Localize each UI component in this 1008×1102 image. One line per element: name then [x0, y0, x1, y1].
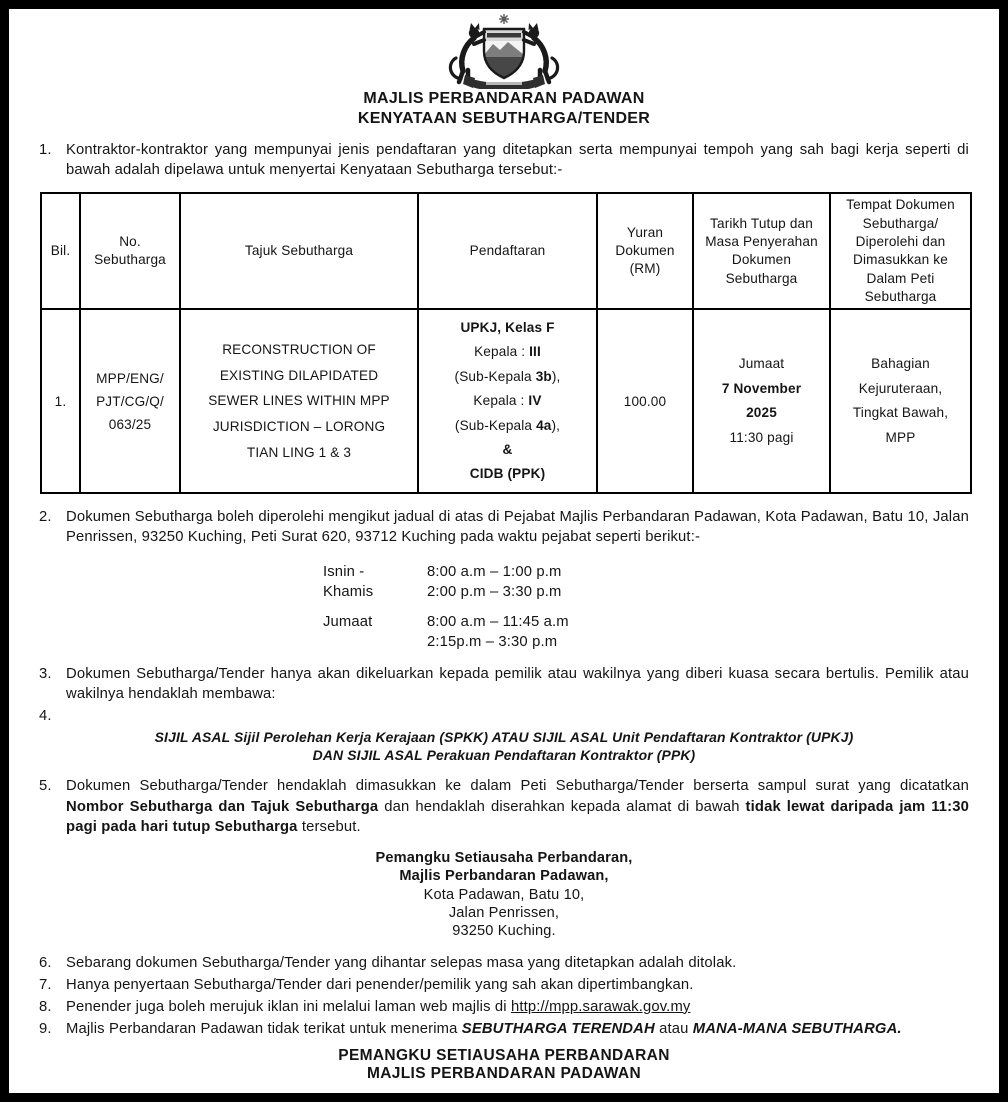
cell-no-sebutharga: MPP/ENG/ PJT/CG/Q/ 063/25 [80, 309, 180, 493]
clause-1-text: Kontraktor-kontraktor yang mempunyai jenis pendaftaran yang ditetapkan serta mempunyai tempoh yang sah bagi kerja seperti di bawah adalah dipelawa untuk menyertai Kenyataan Sebutharga tersebut:- [66, 142, 969, 179]
org-name: MAJLIS PERBANDARAN PADAWAN [363, 90, 645, 107]
clause-7-number: 7. [39, 976, 52, 993]
document-header [39, 13, 969, 128]
certificates-line-2: DAN SIJIL ASAL Perakuan Pendaftaran Kontraktor (PPK) [312, 747, 696, 764]
clause-8-text: Penender juga boleh merujuk iklan ini melalui laman web majlis di http://mpp.sarawak.gov.my [66, 998, 691, 1015]
signature-line-1: PEMANGKU SETIAUSAHA PERBANDARAN [338, 1047, 670, 1065]
clause-6-number: 6. [39, 954, 52, 971]
clause-7-text: Hanya penyertaan Sebutharga/Tender dari penender/pemilik yang sah akan dipertimbangkan. [66, 976, 694, 993]
council-website-link[interactable]: http://mpp.sarawak.gov.my [511, 998, 691, 1015]
schedule-row-friday: Jumaat 8:00 a.m – 11:45 a.m 2:15p.m – 3:30 p.m [323, 613, 569, 650]
clause-9-text: Majlis Perbandaran Padawan tidak terikat untuk menerima SEBUTHARGA TERENDAH atau MANA-MANA SEBUTHARGA. [66, 1020, 902, 1037]
clause-5-number: 5. [39, 778, 52, 795]
clause-2-text: Dokumen Sebutharga boleh diperolehi mengikut jadual di atas di Pejabat Majlis Perbandaran Padawan, Kota Padawan, Batu 10, Jalan Penrissen, 93250 Kuching, Peti Surat 620, 93712 Kuching pada waktu pejabat seperti berikut:- [66, 509, 969, 546]
address-line-3: Kota Padawan, Batu 10, [423, 886, 585, 903]
clause-8-number: 8. [39, 998, 52, 1015]
header-bil: Bil. [41, 193, 80, 309]
clause-3-number: 3. [39, 665, 52, 682]
clause-5 [39, 776, 969, 836]
clause-3 [39, 664, 969, 704]
cell-yuran: 100.00 [597, 309, 693, 493]
clause-7 [39, 975, 969, 995]
clause-5-text: Dokumen Sebutharga/Tender hendaklah dimasukkan ke dalam Peti Sebutharga/Tender berserta sampul surat yang dicatatkan Nombor Sebutharga dan Tajuk Sebutharga dan hendaklah diserahkan kepada alamat di bawah tidak lewat daripada jam 11:30 pagi pada hari tutup Sebutharga tersebut. [66, 778, 970, 835]
cell-tempat: Bahagian Kejuruteraan, Tingkat Bawah, MPP [830, 309, 971, 493]
table-row [41, 309, 971, 493]
header-pendaftaran: Pendaftaran [418, 193, 597, 309]
table-header-row [41, 193, 971, 309]
cat-supporter-left-icon [450, 23, 484, 82]
signature-block [39, 1047, 969, 1084]
cell-tajuk: RECONSTRUCTION OF EXISTING DILAPIDATED SEWER LINES WITHIN MPP JURISDICTION – LORONG TIAN LING 1 & 3 [180, 309, 418, 493]
clause-4 [39, 706, 969, 726]
clause-9-number: 9. [39, 1020, 52, 1037]
submission-address [39, 849, 969, 941]
address-line-2: Majlis Perbandaran Padawan, [399, 868, 609, 885]
header-tajuk: Tajuk Sebutharga [180, 193, 418, 309]
cat-supporter-right-icon [524, 23, 558, 82]
address-line-4: Jalan Penrissen, [448, 904, 560, 921]
signature-line-2: MAJLIS PERBANDARAN PADAWAN [366, 1065, 642, 1083]
clause-4-number: 4. [39, 708, 52, 725]
header-tempat: Tempat Dokumen Sebutharga/ Diperolehi dan Dimasukkan ke Dalam Peti Sebutharga [830, 193, 971, 309]
clause-6 [39, 953, 969, 973]
cell-tarikh: Jumaat 7 November 2025 11:30 pagi [693, 309, 830, 493]
clause-3-text: Dokumen Sebutharga/Tender hanya akan dikeluarkan kepada pemilik atau wakilnya yang diberi kuasa secara bertulis. Pemilik atau wakilnya hendaklah membawa: [66, 665, 969, 703]
address-line-5: 93250 Kuching. [452, 923, 556, 940]
certificates-line-1: SIJIL ASAL Sijil Perolehan Kerja Kerajaan (SPKK) ATAU SIJIL ASAL Unit Pendaftaran Kontraktor (UPKJ) [154, 729, 854, 746]
cell-bil: 1. [41, 309, 80, 493]
schedule-row-weekdays: Isnin - Khamis 8:00 a.m – 1:00 p.m 2:00 p.m – 3:30 p.m [323, 563, 562, 600]
header-no-sebutharga: No. Sebutharga [80, 193, 180, 309]
header-yuran: Yuran Dokumen (RM) [597, 193, 693, 309]
clause-2 [39, 507, 969, 547]
required-certificates [39, 728, 969, 764]
quotation-table [40, 192, 972, 494]
header-tarikh: Tarikh Tutup dan Masa Penyerahan Dokumen Sebutharga [693, 193, 830, 309]
office-hours-schedule [323, 562, 969, 652]
clause-8 [39, 997, 969, 1017]
clause-1 [39, 140, 969, 180]
address-line-1: Pemangku Setiausaha Perbandaran, [375, 849, 633, 866]
clause-2-number: 2. [39, 509, 52, 526]
doc-title: KENYATAAN SEBUTHARGA/TENDER [357, 109, 651, 127]
clause-9 [39, 1019, 969, 1039]
council-crest-icon [429, 13, 579, 89]
clause-1-number: 1. [39, 142, 52, 159]
clause-6-text: Sebarang dokumen Sebutharga/Tender yang dihantar selepas masa yang ditetapkan adalah ditolak. [66, 954, 737, 971]
cell-pendaftaran: UPKJ, Kelas F Kepala : III (Sub-Kepala 3b), Kepala : IV (Sub-Kepala 4a), & CIDB (PPK) [418, 309, 597, 493]
